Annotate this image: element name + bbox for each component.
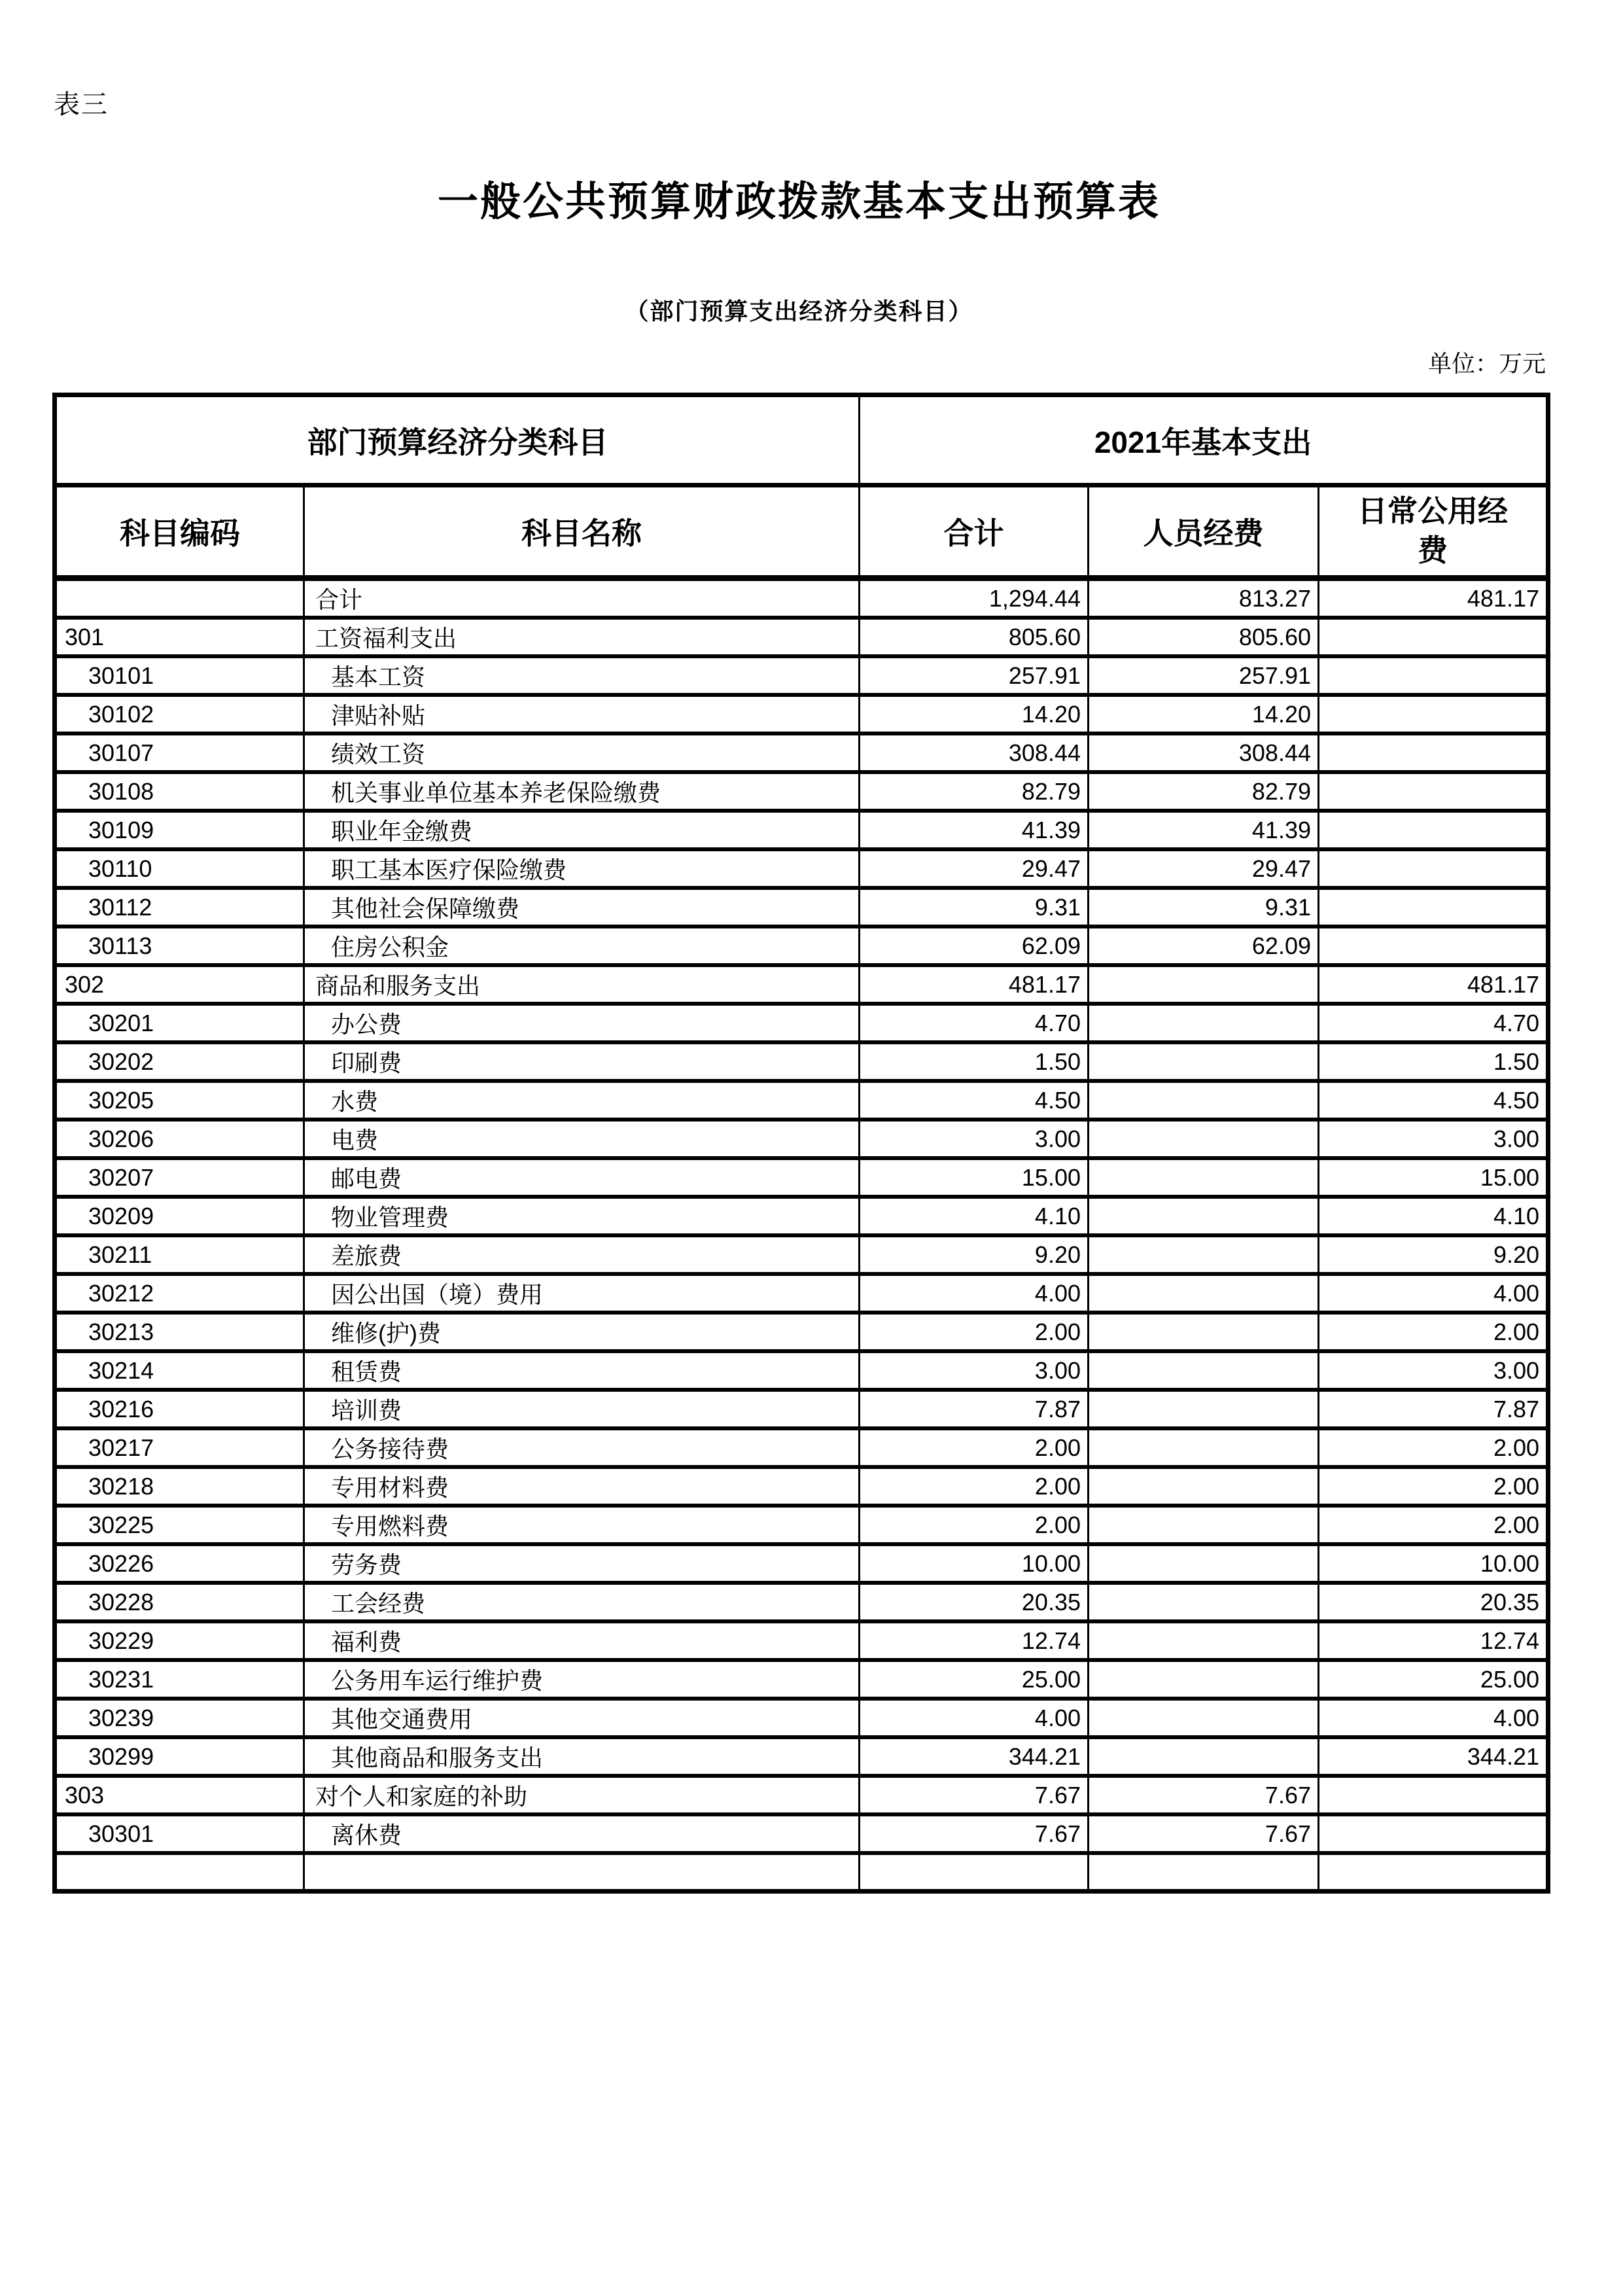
cell-name: 机关事业单位基本养老保险缴费 bbox=[304, 772, 860, 811]
cell-name: 专用燃料费 bbox=[304, 1506, 860, 1544]
cell-personnel bbox=[1089, 1467, 1319, 1506]
cell-code: 30209 bbox=[55, 1197, 304, 1235]
cell-total: 805.60 bbox=[860, 618, 1089, 656]
cell-name: 租赁费 bbox=[304, 1351, 860, 1390]
page-subtitle: （部门预算支出经济分类科目） bbox=[625, 298, 973, 325]
cell-total: 15.00 bbox=[860, 1158, 1089, 1197]
table-row bbox=[55, 1235, 1548, 1274]
cell-total: 344.21 bbox=[860, 1737, 1089, 1776]
cell-total: 4.50 bbox=[860, 1081, 1089, 1120]
cell-total: 41.39 bbox=[860, 811, 1089, 849]
table-row bbox=[55, 1004, 1548, 1042]
cell-name: 其他社会保障缴费 bbox=[304, 888, 860, 927]
table-row bbox=[55, 811, 1548, 849]
cell-personnel bbox=[1089, 1737, 1319, 1776]
cell-total: 2.00 bbox=[860, 1313, 1089, 1351]
cell-total: 12.74 bbox=[860, 1621, 1089, 1660]
cell-total: 62.09 bbox=[860, 927, 1089, 965]
cell-code: 30205 bbox=[55, 1081, 304, 1120]
cell-daily: 2.00 bbox=[1319, 1506, 1548, 1544]
cell-daily bbox=[1319, 618, 1548, 656]
cell-personnel bbox=[1089, 1506, 1319, 1544]
cell-daily bbox=[1319, 1776, 1548, 1814]
cell-name: 对个人和家庭的补助 bbox=[304, 1776, 860, 1814]
cell-daily bbox=[1319, 849, 1548, 888]
cell-code: 301 bbox=[55, 618, 304, 656]
cell-total: 308.44 bbox=[860, 733, 1089, 772]
table-row bbox=[55, 1737, 1548, 1776]
cell-total: 82.79 bbox=[860, 772, 1089, 811]
cell-code: 30110 bbox=[55, 849, 304, 888]
cell-code: 30109 bbox=[55, 811, 304, 849]
cell-personnel: 813.27 bbox=[1089, 578, 1319, 618]
cell-code: 303 bbox=[55, 1776, 304, 1814]
cell-total: 9.20 bbox=[860, 1235, 1089, 1274]
cell-name: 办公费 bbox=[304, 1004, 860, 1042]
header-group-right: 2021年基本支出 bbox=[860, 395, 1548, 486]
cell-name: 因公出国（境）费用 bbox=[304, 1274, 860, 1313]
cell-personnel bbox=[1089, 965, 1319, 1004]
cell-code: 30102 bbox=[55, 695, 304, 733]
cell-total: 2.00 bbox=[860, 1467, 1089, 1506]
cell-name: 电费 bbox=[304, 1120, 860, 1158]
cell-daily: 4.50 bbox=[1319, 1081, 1548, 1120]
table-row bbox=[55, 1313, 1548, 1351]
table-row bbox=[55, 1351, 1548, 1390]
cell-daily: 4.00 bbox=[1319, 1699, 1548, 1737]
cell-personnel bbox=[1089, 1544, 1319, 1583]
column-header-code: 科目编码 bbox=[55, 486, 304, 578]
column-header-daily-text: 日常公用经费 bbox=[1357, 494, 1508, 567]
cell-daily bbox=[1319, 772, 1548, 811]
column-header-total: 合计 bbox=[860, 486, 1089, 578]
cell-name: 住房公积金 bbox=[304, 927, 860, 965]
cell-daily: 1.50 bbox=[1319, 1042, 1548, 1081]
cell-total: 4.00 bbox=[860, 1274, 1089, 1313]
cell-code: 30201 bbox=[55, 1004, 304, 1042]
cell-code: 30108 bbox=[55, 772, 304, 811]
cell-personnel bbox=[1089, 1274, 1319, 1313]
cell-daily: 2.00 bbox=[1319, 1428, 1548, 1467]
cell-name: 合计 bbox=[304, 578, 860, 618]
cell-personnel: 62.09 bbox=[1089, 927, 1319, 965]
cell-name: 专用材料费 bbox=[304, 1467, 860, 1506]
cell-daily: 9.20 bbox=[1319, 1235, 1548, 1274]
cell-daily: 344.21 bbox=[1319, 1737, 1548, 1776]
table-row bbox=[55, 1814, 1548, 1853]
cell-personnel bbox=[1089, 1660, 1319, 1699]
cell-code: 30217 bbox=[55, 1428, 304, 1467]
table-row bbox=[55, 927, 1548, 965]
cell-name: 劳务费 bbox=[304, 1544, 860, 1583]
cell-personnel bbox=[1089, 1042, 1319, 1081]
table-row bbox=[55, 695, 1548, 733]
cell-name: 维修(护)费 bbox=[304, 1313, 860, 1351]
cell-total: 29.47 bbox=[860, 849, 1089, 888]
cell-daily: 12.74 bbox=[1319, 1621, 1548, 1660]
cell-personnel: 9.31 bbox=[1089, 888, 1319, 927]
cell-daily: 2.00 bbox=[1319, 1467, 1548, 1506]
cell-daily bbox=[1319, 927, 1548, 965]
cell-code: 30218 bbox=[55, 1467, 304, 1506]
cell-personnel bbox=[1089, 1390, 1319, 1428]
cell-personnel bbox=[1089, 1621, 1319, 1660]
cell-code: 30112 bbox=[55, 888, 304, 927]
cell-total: 3.00 bbox=[860, 1351, 1089, 1390]
cell-total: 3.00 bbox=[860, 1120, 1089, 1158]
table-row bbox=[55, 1274, 1548, 1313]
cell-code: 30229 bbox=[55, 1621, 304, 1660]
cell-name: 差旅费 bbox=[304, 1235, 860, 1274]
header-columns-row bbox=[55, 486, 1548, 578]
cell-total: 1.50 bbox=[860, 1042, 1089, 1081]
cell-personnel: 7.67 bbox=[1089, 1814, 1319, 1853]
cell-code bbox=[55, 1853, 304, 1891]
cell-daily bbox=[1319, 888, 1548, 927]
cell-name: 商品和服务支出 bbox=[304, 965, 860, 1004]
cell-code: 30226 bbox=[55, 1544, 304, 1583]
cell-personnel bbox=[1089, 1004, 1319, 1042]
cell-code: 30101 bbox=[55, 656, 304, 695]
table-row bbox=[55, 1506, 1548, 1544]
header-group-row bbox=[55, 395, 1548, 486]
cell-daily: 3.00 bbox=[1319, 1351, 1548, 1390]
cell-code: 30202 bbox=[55, 1042, 304, 1081]
table-row bbox=[55, 965, 1548, 1004]
column-header-personnel: 人员经费 bbox=[1089, 486, 1319, 578]
table-row bbox=[55, 1853, 1548, 1891]
cell-total: 4.10 bbox=[860, 1197, 1089, 1235]
cell-daily: 20.35 bbox=[1319, 1583, 1548, 1621]
cell-personnel bbox=[1089, 1428, 1319, 1467]
cell-name: 其他交通费用 bbox=[304, 1699, 860, 1737]
cell-daily: 481.17 bbox=[1319, 965, 1548, 1004]
cell-total: 4.00 bbox=[860, 1699, 1089, 1737]
cell-name: 印刷费 bbox=[304, 1042, 860, 1081]
table-row bbox=[55, 656, 1548, 695]
cell-personnel: 41.39 bbox=[1089, 811, 1319, 849]
cell-total: 1,294.44 bbox=[860, 578, 1089, 618]
cell-name: 福利费 bbox=[304, 1621, 860, 1660]
cell-total: 7.67 bbox=[860, 1814, 1089, 1853]
table-row bbox=[55, 1158, 1548, 1197]
cell-daily: 4.10 bbox=[1319, 1197, 1548, 1235]
table-body bbox=[55, 578, 1548, 1892]
unit-label: 单位：万元 bbox=[1427, 350, 1546, 377]
cell-total: 25.00 bbox=[860, 1660, 1089, 1699]
cell-code: 30213 bbox=[55, 1313, 304, 1351]
cell-daily: 4.70 bbox=[1319, 1004, 1548, 1042]
cell-name: 职业年金缴费 bbox=[304, 811, 860, 849]
cell-total: 257.91 bbox=[860, 656, 1089, 695]
cell-name: 物业管理费 bbox=[304, 1197, 860, 1235]
table-row bbox=[55, 1776, 1548, 1814]
cell-total: 4.70 bbox=[860, 1004, 1089, 1042]
cell-code: 30216 bbox=[55, 1390, 304, 1428]
cell-name: 其他商品和服务支出 bbox=[304, 1737, 860, 1776]
cell-personnel bbox=[1089, 1313, 1319, 1351]
table-row bbox=[55, 1699, 1548, 1737]
table-row bbox=[55, 1197, 1548, 1235]
table-row bbox=[55, 1042, 1548, 1081]
table-row bbox=[55, 578, 1548, 618]
cell-total: 9.31 bbox=[860, 888, 1089, 927]
cell-personnel bbox=[1089, 1699, 1319, 1737]
cell-code: 30214 bbox=[55, 1351, 304, 1390]
table-row bbox=[55, 1660, 1548, 1699]
cell-personnel: 82.79 bbox=[1089, 772, 1319, 811]
cell-code: 30207 bbox=[55, 1158, 304, 1197]
cell-total: 7.87 bbox=[860, 1390, 1089, 1428]
cell-personnel bbox=[1089, 1081, 1319, 1120]
cell-personnel: 7.67 bbox=[1089, 1776, 1319, 1814]
cell-name: 绩效工资 bbox=[304, 733, 860, 772]
cell-daily: 15.00 bbox=[1319, 1158, 1548, 1197]
cell-personnel bbox=[1089, 1120, 1319, 1158]
column-header-name: 科目名称 bbox=[304, 486, 860, 578]
cell-daily bbox=[1319, 811, 1548, 849]
cell-code: 30231 bbox=[55, 1660, 304, 1699]
cell-total: 20.35 bbox=[860, 1583, 1089, 1621]
table-row bbox=[55, 1467, 1548, 1506]
cell-code: 30239 bbox=[55, 1699, 304, 1737]
cell-daily: 7.87 bbox=[1319, 1390, 1548, 1428]
column-header-daily bbox=[1319, 486, 1548, 578]
cell-code: 30212 bbox=[55, 1274, 304, 1313]
table-row bbox=[55, 618, 1548, 656]
cell-name: 工资福利支出 bbox=[304, 618, 860, 656]
cell-name: 工会经费 bbox=[304, 1583, 860, 1621]
cell-total: 14.20 bbox=[860, 695, 1089, 733]
table-row bbox=[55, 1428, 1548, 1467]
cell-code: 30225 bbox=[55, 1506, 304, 1544]
table-row bbox=[55, 849, 1548, 888]
table-row bbox=[55, 1544, 1548, 1583]
cell-code: 30206 bbox=[55, 1120, 304, 1158]
cell-daily: 2.00 bbox=[1319, 1313, 1548, 1351]
page-tag: 表三 bbox=[54, 90, 109, 119]
cell-personnel: 14.20 bbox=[1089, 695, 1319, 733]
cell-daily bbox=[1319, 1814, 1548, 1853]
cell-total: 2.00 bbox=[860, 1428, 1089, 1467]
table-row bbox=[55, 1621, 1548, 1660]
table-row bbox=[55, 1390, 1548, 1428]
cell-daily: 3.00 bbox=[1319, 1120, 1548, 1158]
cell-personnel: 308.44 bbox=[1089, 733, 1319, 772]
cell-total: 481.17 bbox=[860, 965, 1089, 1004]
table-row bbox=[55, 733, 1548, 772]
cell-personnel: 805.60 bbox=[1089, 618, 1319, 656]
cell-daily: 10.00 bbox=[1319, 1544, 1548, 1583]
cell-personnel bbox=[1089, 1351, 1319, 1390]
table-row bbox=[55, 1583, 1548, 1621]
cell-name: 基本工资 bbox=[304, 656, 860, 695]
table-row bbox=[55, 772, 1548, 811]
cell-personnel: 29.47 bbox=[1089, 849, 1319, 888]
cell-code: 302 bbox=[55, 965, 304, 1004]
cell-name: 培训费 bbox=[304, 1390, 860, 1428]
cell-code: 30301 bbox=[55, 1814, 304, 1853]
cell-code: 30113 bbox=[55, 927, 304, 965]
cell-personnel bbox=[1089, 1853, 1319, 1891]
cell-daily: 4.00 bbox=[1319, 1274, 1548, 1313]
cell-total: 7.67 bbox=[860, 1776, 1089, 1814]
header-group-left: 部门预算经济分类科目 bbox=[55, 395, 860, 486]
cell-daily bbox=[1319, 1853, 1548, 1891]
table-row bbox=[55, 888, 1548, 927]
page-title: 一般公共预算财政拨款基本支出预算表 bbox=[437, 179, 1161, 224]
cell-daily: 25.00 bbox=[1319, 1660, 1548, 1699]
cell-total: 10.00 bbox=[860, 1544, 1089, 1583]
cell-code: 30107 bbox=[55, 733, 304, 772]
cell-personnel bbox=[1089, 1197, 1319, 1235]
cell-code: 30211 bbox=[55, 1235, 304, 1274]
cell-daily bbox=[1319, 656, 1548, 695]
cell-name: 公务接待费 bbox=[304, 1428, 860, 1467]
cell-daily: 481.17 bbox=[1319, 578, 1548, 618]
cell-name: 水费 bbox=[304, 1081, 860, 1120]
cell-personnel bbox=[1089, 1235, 1319, 1274]
cell-name bbox=[304, 1853, 860, 1891]
cell-daily bbox=[1319, 733, 1548, 772]
cell-daily bbox=[1319, 695, 1548, 733]
cell-total bbox=[860, 1853, 1089, 1891]
cell-total: 2.00 bbox=[860, 1506, 1089, 1544]
cell-name: 离休费 bbox=[304, 1814, 860, 1853]
cell-name: 津贴补贴 bbox=[304, 695, 860, 733]
cell-personnel: 257.91 bbox=[1089, 656, 1319, 695]
table-row bbox=[55, 1120, 1548, 1158]
cell-code: 30228 bbox=[55, 1583, 304, 1621]
cell-name: 职工基本医疗保险缴费 bbox=[304, 849, 860, 888]
cell-personnel bbox=[1089, 1583, 1319, 1621]
cell-code: 30299 bbox=[55, 1737, 304, 1776]
budget-table bbox=[52, 393, 1550, 1894]
cell-personnel bbox=[1089, 1158, 1319, 1197]
cell-name: 公务用车运行维护费 bbox=[304, 1660, 860, 1699]
cell-code bbox=[55, 578, 304, 618]
cell-name: 邮电费 bbox=[304, 1158, 860, 1197]
table-row bbox=[55, 1081, 1548, 1120]
